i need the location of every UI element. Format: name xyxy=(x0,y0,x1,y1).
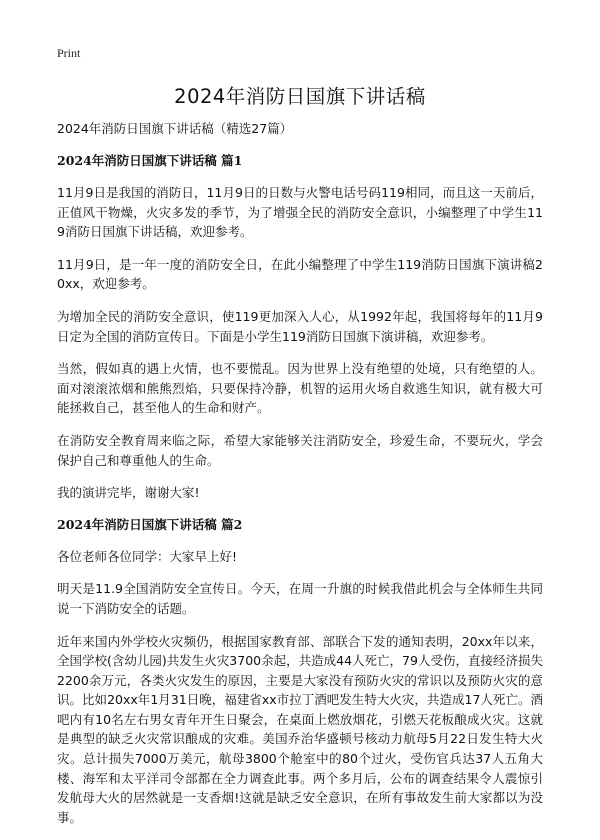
paragraph: 在消防安全教育周来临之际，希望大家能够关注消防安全，珍爱生命，不要玩火，学会保护自己和尊重他人的生命。 xyxy=(57,432,543,468)
section-heading: 2024年消防日国旗下讲话稿 篇2 xyxy=(57,516,243,532)
paragraph: 近年来国内外学校火灾频仍，根据国家教育部、部联合下发的通知表明，20xx年以来，全国学校(含幼儿园)共发生火灾3700余起，共造成44人死亡，79人受伤，直接经济损失2200余万元，各类火灾发生的原因，主要是大家没有预防火灾的常识以及预防火灾的意识。比如20xx年1月31日晚，福建省xx市拉丁酒吧发生特大火灾，共造成17人死亡。酒吧内有10名左右男女青年开生日聚会，在桌面上燃放烟花，引燃天花板酿成火灾。这就是典型的缺乏火灾常识酿成的灾难。美国乔治华盛顿号核动力航母5月22日发生特大火灾。总计损失7000万美元，航母3800个舱室中的80个过火，受伤官兵达37人五角大楼、海军和太平洋司令部都在全力调查此事。两个多月后，公布的调查结果令人震惊引发航母大火的居然就是一支香烟!这就是缺乏安全意识，在所有事故发生前大家都以为没事。 xyxy=(57,633,543,825)
page-title: 2024年消防日国旗下讲话稿 xyxy=(174,85,426,108)
paragraph: 为增加全民的消防安全意识，使119更加深入人心，从1992年起，我国将每年的11月9日定为全国的消防宣传日。下面是小学生119消防日国旗下演讲稿，欢迎参考。 xyxy=(57,308,543,344)
section-2 xyxy=(57,516,543,828)
paragraph: 11月9日是我国的消防日，11月9日的日数与火警电话号码119相同，而且这一天前后，正值风干物燥，火灾多发的季节，为了增强全民的消防安全意识，小编整理了中学生119消防日国旗下讲话稿，欢迎参考。 xyxy=(57,185,543,240)
paragraph: 11月9日，是一年一度的消防安全日，在此小编整理了中学生119消防日国旗下演讲稿20xx，欢迎参考。 xyxy=(57,256,543,292)
paragraph: 明天是11.9全国消防安全宣传日。今天，在周一升旗的时候我借此机会与全体师生共同说一下消防安全的话题。 xyxy=(57,581,543,616)
paragraph: 我的演讲完毕，谢谢大家! xyxy=(57,485,200,501)
document-body xyxy=(57,120,543,840)
print-link[interactable]: Print xyxy=(57,46,81,60)
document-subtitle: 2024年消防日国旗下讲话稿（精选27篇） xyxy=(57,121,293,136)
section-heading: 2024年消防日国旗下讲话稿 篇1 xyxy=(57,153,243,168)
paragraph: 当然，假如真的遇上火情，也不要慌乱。因为世界上没有绝望的处境，只有绝望的人。面对滚滚浓烟和熊熊烈焰，只要保持冷静，机智的运用火场自救逃生知识，就有极大可能拯救自己，甚至他人的生命和财产。 xyxy=(57,361,543,416)
section-1 xyxy=(57,152,543,503)
paragraph: 各位老师各位同学：大家早上好! xyxy=(57,548,238,564)
